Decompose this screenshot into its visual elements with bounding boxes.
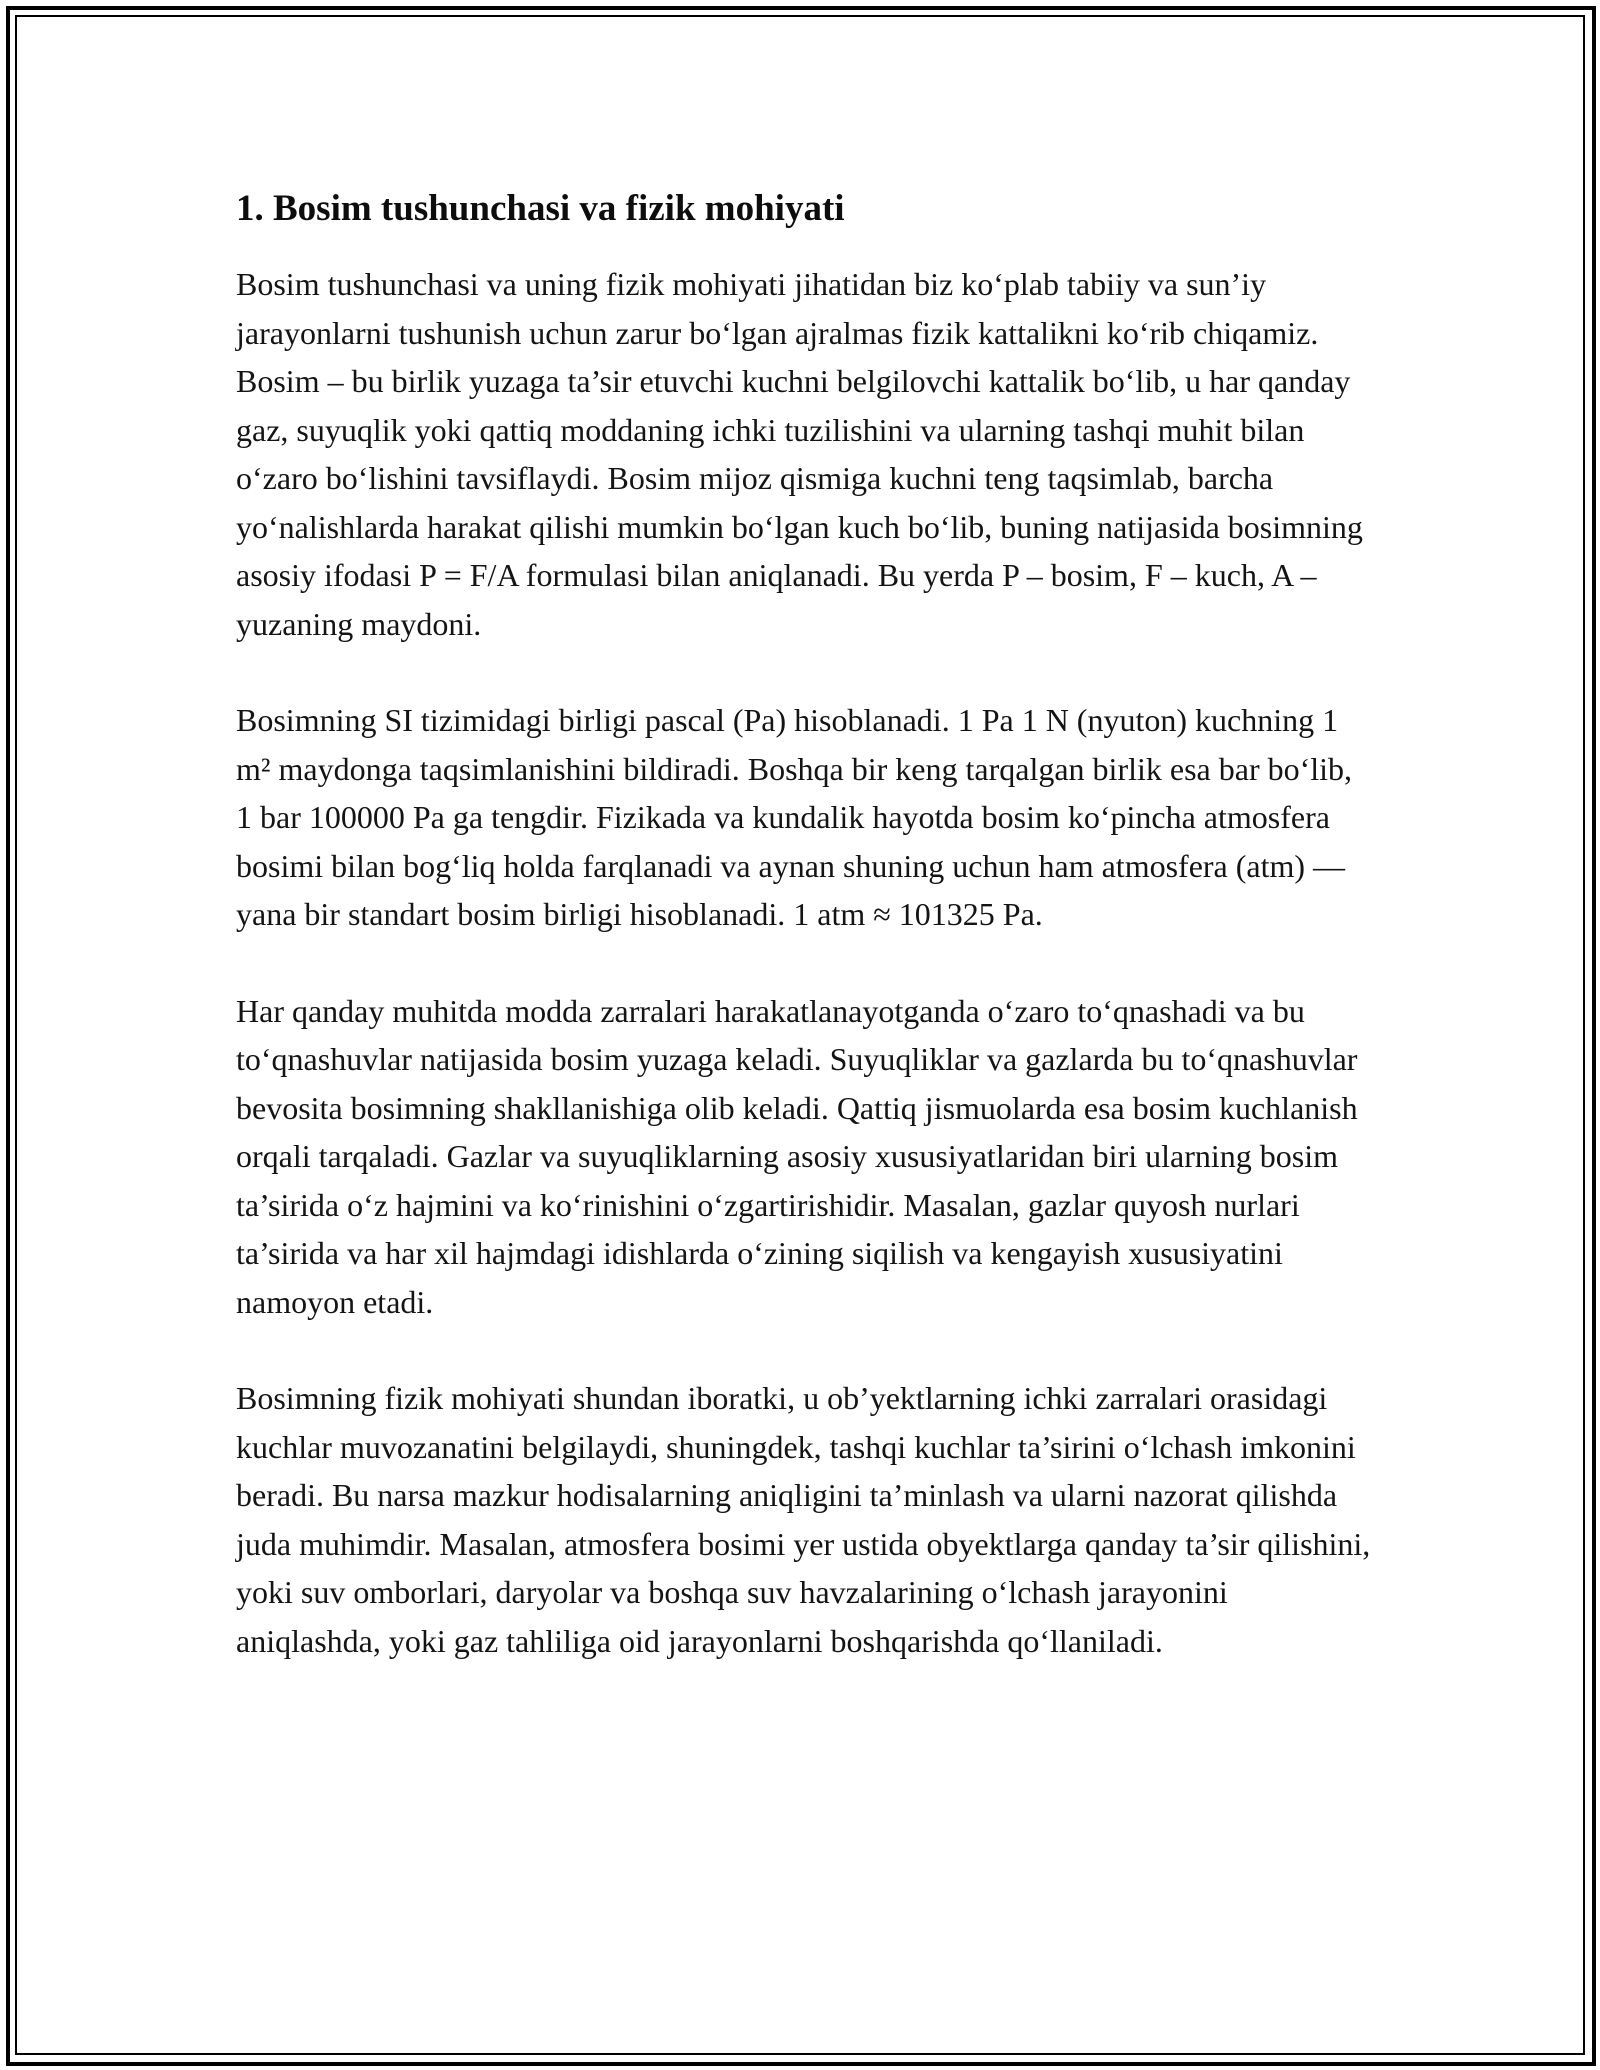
section-heading: 1. Bosim tushunchasi va fizik mohiyati — [236, 188, 845, 229]
paragraph-4: Bosimning fizik mohiyati shundan iboratki, u ob’yektlarning ichki zarralari orasidagi kuchlar muvozanatini belgilaydi, shuningdek, tashqi kuchlar ta’sirini o‘lchash imkonini beradi. Bu narsa mazkur hodisalarning aniqligini ta’minlash va ularni nazorat qilishda juda muhimdir. Masalan, atmosfera bosimi yer ustida obyektlarga qanday ta’sir qilishini, yoki suv omborlari, daryolar va boshqa suv havzalarining o‘lchash jarayonini aniqlashda, yoki gaz tahliliga oid jarayonlarni boshqarishda qo‘llaniladi. — [236, 1380, 1371, 1659]
paragraph-1: Bosim tushunchasi va uning fizik mohiyati jihatidan biz ko‘plab tabiiy va sun’iy jarayonlarni tushunish uchun zarur bo‘lgan ajralmas fizik kattalikni ko‘rib chiqamiz. Bosim – bu birlik yuzaga ta’sir etuvchi kuchni belgilovchi kattalik bo‘lib, u har qanday gaz, suyuqlik yoki qattiq moddaning ichki tuzilishini va ularning tashqi muhit bilan o‘zaro bo‘lishini tavsiflaydi. Bosim mijoz qismiga kuchni teng taqsimlab, barcha yo‘nalishlarda harakat qilishi mumkin bo‘lgan kuch bo‘lib, buning natijasida bosimning asosiy ifodasi P = F/A formulasi bilan aniqlanadi. Bu yerda P – bosim, F – kuch, A – yuzaning maydoni. — [236, 266, 1363, 642]
document-body — [236, 186, 1371, 1713]
paragraph-3: Har qanday muhitda modda zarralari harakatlanayotganda o‘zaro to‘qnashadi va bu to‘qnashuvlar natijasida bosim yuzaga keladi. Suyuqliklar va gazlarda bu to‘qnashuvlar bevosita bosimning shakllanishiga olib keladi. Qattiq jismuolarda esa bosim kuchlanish orqali tarqaladi. Gazlar va suyuqliklarning asosiy xususiyatlaridan biri ularning bosim ta’sirida o‘z hajmini va ko‘rinishini o‘zgartirishidir. Masalan, gazlar quyosh nurlari ta’sirida va har xil hajmdagi idishlarda o‘zining siqilish va kengayish xususiyatini namoyon etadi. — [236, 992, 1358, 1320]
paragraph-2: Bosimning SI tizimidagi birligi pascal (Pa) hisoblanadi. 1 Pa 1 N (nyuton) kuchning 1 m² maydonga taqsimlanishini bildiradi. Boshqa bir keng tarqalgan birlik esa bar bo‘lib, 1 bar 100000 Pa ga tengdir. Fizikada va kundalik hayotda bosim ko‘pincha atmosfera bosimi bilan bog‘liq holda farqlanadi va aynan shuning uchun ham atmosfera (atm) — yana bir standart bosim birligi hisoblanadi. 1 atm ≈ 101325 Pa. — [236, 702, 1353, 932]
